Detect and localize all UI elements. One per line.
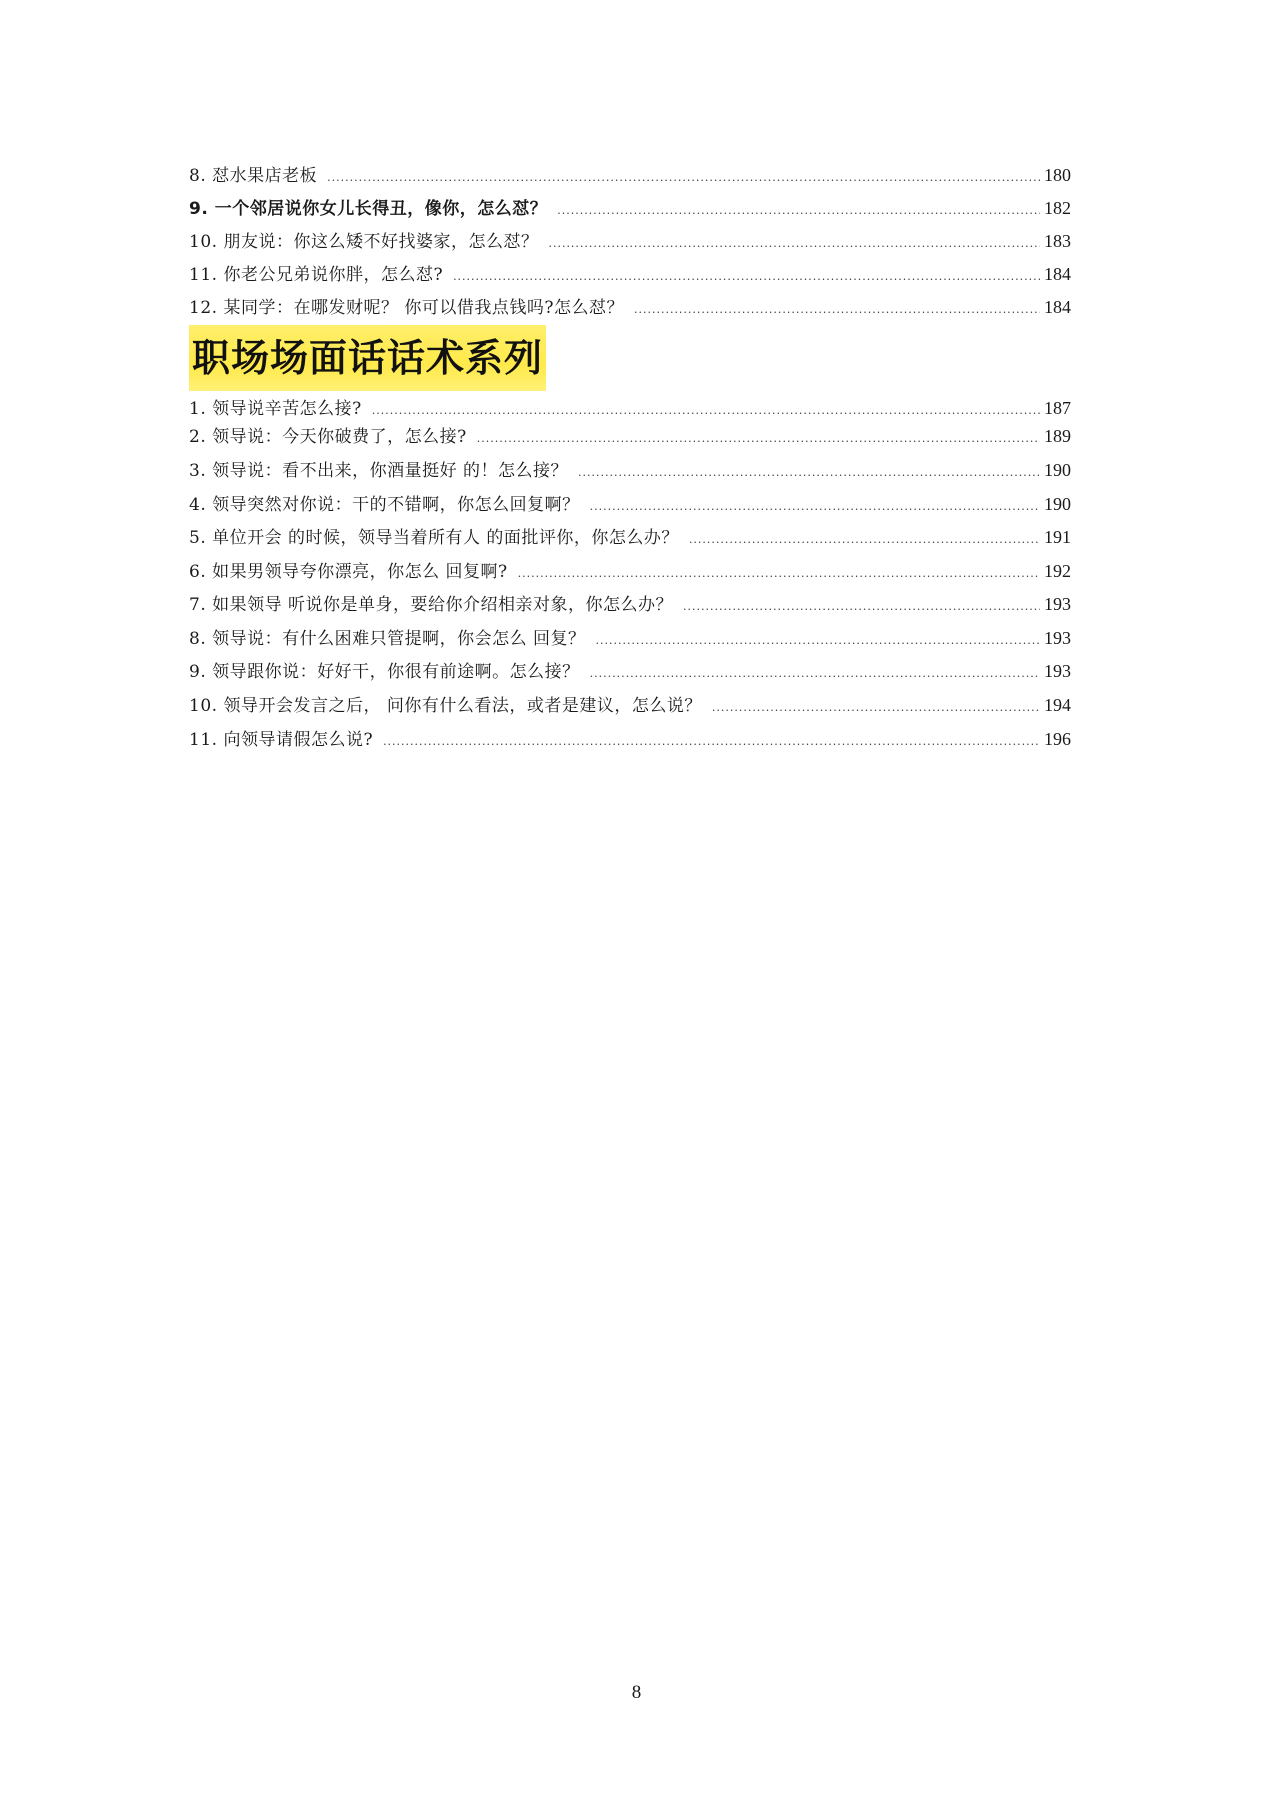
toc-entry-title: 11. 向领导请假怎么说? (189, 730, 374, 750)
toc-entry-page: 193 (1044, 628, 1071, 648)
toc-entry[interactable] (189, 161, 1071, 189)
toc-entry-title: 4. 领导突然对你说：干的不错啊，你怎么回复啊？ (189, 495, 580, 515)
toc-entry-page: 191 (1044, 527, 1071, 547)
toc-dot-leader (590, 493, 1040, 521)
toc-entry-page: 190 (1044, 460, 1071, 480)
toc-entry[interactable] (189, 590, 1071, 618)
toc-entry-title: 10. 领导开会发言之后， 问你有什么看法，或者是建议，怎么说？ (189, 696, 702, 716)
toc-dot-leader (596, 627, 1040, 655)
section-heading: 职场场面话话术系列 (189, 325, 546, 391)
toc-dot-leader (548, 230, 1040, 258)
toc-entry-page: 193 (1044, 594, 1071, 614)
toc-entry-page: 183 (1044, 231, 1071, 251)
toc-entry-page: 180 (1044, 165, 1071, 185)
toc-dot-leader (327, 164, 1040, 192)
toc-dot-leader (557, 197, 1040, 225)
toc-entry-page: 187 (1044, 398, 1071, 418)
toc-dot-leader (453, 263, 1040, 291)
toc-entry-page: 182 (1044, 198, 1071, 218)
toc-entry-page: 190 (1044, 494, 1071, 514)
toc-entry[interactable] (189, 691, 1071, 719)
toc-dot-leader (518, 560, 1040, 588)
toc-entry[interactable] (189, 394, 1071, 422)
toc-entry[interactable] (189, 490, 1071, 518)
toc-dot-leader (683, 593, 1040, 621)
toc-entry-title: 1. 领导说辛苦怎么接? (189, 399, 362, 419)
toc-entry[interactable] (189, 725, 1071, 753)
toc-entry-page: 192 (1044, 561, 1071, 581)
toc-entry-page: 184 (1044, 264, 1071, 284)
toc-entry-page: 194 (1044, 695, 1071, 715)
toc-dot-leader (590, 660, 1040, 688)
toc-entry-page: 184 (1044, 297, 1071, 317)
toc-entry[interactable] (189, 456, 1071, 484)
toc-entry-title: 11. 你老公兄弟说你胖，怎么怼? (189, 265, 444, 285)
toc-entry[interactable] (189, 523, 1071, 551)
toc-dot-leader (372, 397, 1040, 425)
toc-entry-title: 6. 如果男领导夸你漂亮，你怎么 回复啊? (189, 562, 508, 582)
toc-dot-leader (383, 728, 1040, 756)
toc-entry-title: 3. 领导说：看不出来，你酒量挺好 的！怎么接？ (189, 461, 569, 481)
toc-entry-title: 7. 如果领导 听说你是单身，要给你介绍相亲对象，你怎么办？ (189, 595, 674, 615)
toc-entry-title: 8. 领导说：有什么困难只管提啊，你会怎么 回复？ (189, 629, 586, 649)
toc-entry[interactable] (189, 227, 1071, 255)
toc-entry-title: 12. 某同学：在哪发财呢？ 你可以借我点钱吗?怎么怼？ (189, 298, 624, 318)
toc-entry-title: 5. 单位开会 的时候，领导当着所有人 的面批评你，你怎么办？ (189, 528, 679, 548)
toc-entry[interactable] (189, 194, 1071, 222)
page-number: 8 (631, 1682, 642, 1703)
toc-entry-title: 9. 领导跟你说：好好干，你很有前途啊。怎么接？ (189, 662, 580, 682)
toc-entry[interactable] (189, 657, 1071, 685)
toc-dot-leader (712, 694, 1040, 722)
toc-dot-leader (689, 526, 1040, 554)
toc-entry-title: 10. 朋友说：你这么矮不好找婆家，怎么怼？ (189, 232, 539, 252)
toc-entry[interactable] (189, 260, 1071, 288)
toc-entry-title: 9. 一个邻居说你女儿长得丑，像你，怎么怼？ (189, 199, 548, 219)
toc-dot-leader (634, 296, 1040, 324)
toc-dot-leader (578, 459, 1040, 487)
toc-entry[interactable] (189, 557, 1071, 585)
toc-entry[interactable] (189, 624, 1071, 652)
toc-entry-title: 2. 领导说：今天你破费了，怎么接? (189, 427, 467, 447)
toc-entry-page: 193 (1044, 661, 1071, 681)
toc-entry-page: 189 (1044, 426, 1071, 446)
toc-entry[interactable] (189, 293, 1071, 321)
toc-entry-page: 196 (1044, 729, 1071, 749)
toc-entry-title: 8. 怼水果店老板 (189, 166, 318, 186)
toc-entry[interactable] (189, 422, 1071, 450)
toc-dot-leader (477, 425, 1040, 453)
